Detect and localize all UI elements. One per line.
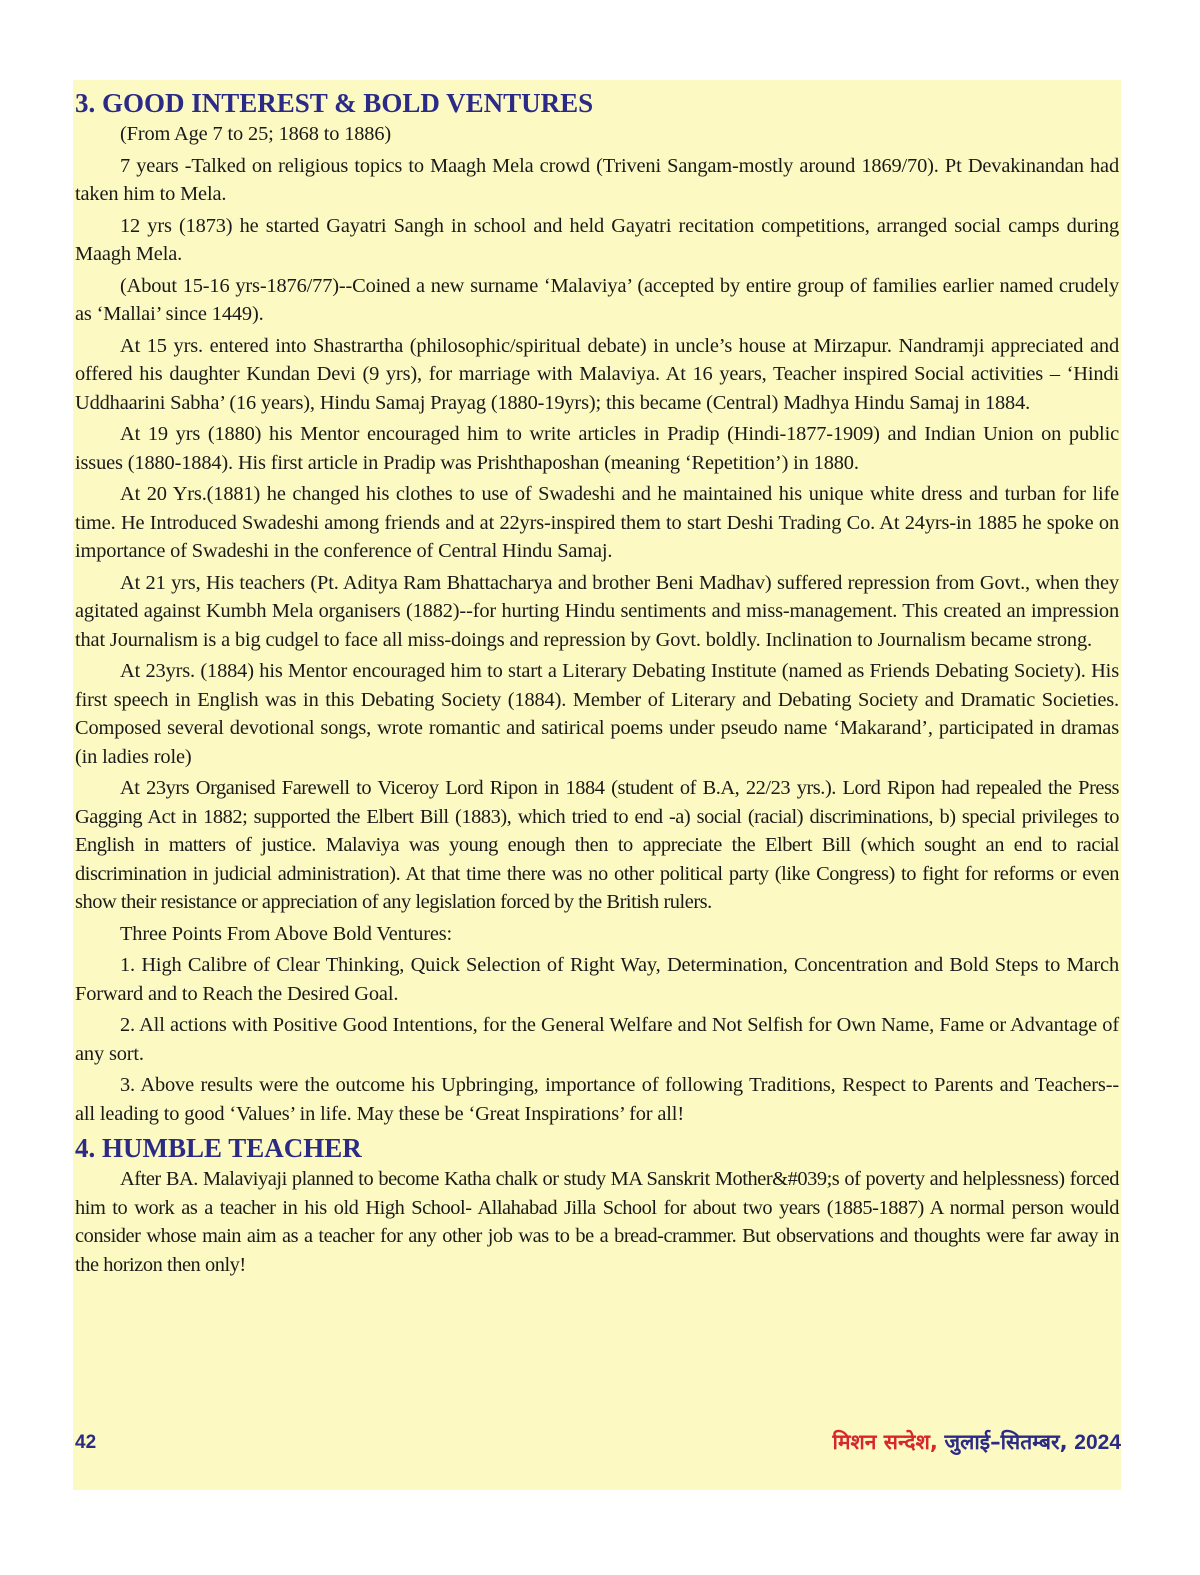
- paragraph: At 19 yrs (1880) his Mentor encouraged him to write articles in Pradip (Hindi-1877-1909) and Indian Union on public issues (1880-1884). His first article in Pradip was Prishthaposhan (meaning ‘Repetition’) in 1880.: [75, 423, 1119, 474]
- paragraph: At 23yrs Organised Farewell to Viceroy Lord Ripon in 1884 (student of B.A, 22/23 yrs.). Lord Ripon had repealed the Press Gagging Act in 1882; supported the Elbert Bill (1883), which tried to end -a) social (racial) discriminations, b) special privileges to English in matters of justice. Malaviya was young enough then to appreciate the Elbert Bill (which sought an end to racial discrimination in judicial administration). At that time there was no other political party (like Congress) to fight for reforms or even show their resistance or appreciation of any legislation forced by the British rulers.: [75, 777, 1119, 913]
- paragraph: 3. Above results were the outcome his Upbringing, importance of following Traditions, Respect to Parents and Teachers-- all leading to good ‘Values’ in life. May these be ‘Great Inspirations’ for all!: [75, 1074, 1119, 1125]
- paragraph: Three Points From Above Bold Ventures:: [120, 922, 453, 945]
- paragraph: At 21 yrs, His teachers (Pt. Aditya Ram Bhattacharya and brother Beni Madhav) suffered repression from Govt., when they agitated against Kumbh Mela organisers (1882)--for hurting Hindu sentiments and miss-management. This created an impression that Journalism is a big cudgel to face all miss-doings and repression by Govt. boldly. Inclination to Journalism became strong.: [75, 571, 1119, 651]
- paragraph: 7 years -Talked on religious topics to Maagh Mela crowd (Triveni Sangam-mostly around 1869/70). Pt Devakinandan had taken him to Mela.: [75, 154, 1119, 205]
- paragraph: At 23yrs. (1884) his Mentor encouraged him to start a Literary Debating Institute (named as Friends Debating Society). His first speech in English was in this Debating Society (1884). Member of Literary and Debating Society and Dramatic Societies. Composed several devotional songs, wrote romantic and satirical poems under pseudo name ‘Makarand’, participated in dramas (in ladies role): [75, 660, 1119, 768]
- paragraph: At 15 yrs. entered into Shastrartha (philosophic/spiritual debate) in uncle’s house at Mirzapur. Nandramji appreciated and offered his daughter Kundan Devi (9 yrs), for marriage with Malaviya. At 16 years, Teacher inspired Social activities – ‘Hindi Uddhaarini Sabha’ (16 years), Hindu Samaj Prayag (1880-19yrs); this became (Central) Madhya Hindu Samaj in 1884.: [75, 334, 1119, 414]
- paragraph: After BA. Malaviyaji planned to become Katha chalk or study MA Sanskrit Mother&#039;s of poverty and helplessness) forced him to work as a teacher in his old High School- Allahabad Jilla School for about two years (1885-1887) A normal person would consider whose main aim as a teacher for any other job was to be a bread-crammer. But observations and thoughts were far away in the horizon then only!: [75, 1168, 1119, 1276]
- paragraph: 12 yrs (1873) he started Gayatri Sangh in school and held Gayatri recitation competitions, arranged social camps during Maagh Mela.: [75, 214, 1119, 265]
- paragraph: 2. All actions with Positive Good Intentions, for the General Welfare and Not Selfish for Own Name, Fame or Advantage of any sort.: [75, 1014, 1119, 1065]
- issue-months: जुलाई–सितम्बर,: [944, 1430, 1068, 1454]
- issue-year: 2024: [1074, 1431, 1121, 1454]
- section-heading-good-interest: 3. GOOD INTEREST & BOLD VENTURES: [75, 88, 594, 118]
- article-body: [75, 86, 1119, 1282]
- page-number: 42: [75, 1432, 97, 1453]
- paragraph: (From Age 7 to 25; 1868 to 1886): [120, 123, 392, 145]
- paragraph: (About 15-16 yrs-1876/77)--Coined a new surname ‘Malaviya’ (accepted by entire group of families earlier named crudely as ‘Mallai’ since 1449).: [75, 274, 1119, 325]
- section-heading-humble-teacher: 4. HUMBLE TEACHER: [75, 1133, 362, 1163]
- page-footer: [75, 1428, 1121, 1464]
- magazine-masthead: [833, 1428, 1122, 1456]
- paragraph: 1. High Calibre of Clear Thinking, Quick Selection of Right Way, Determination, Concentration and Bold Steps to March Forward and to Reach the Desired Goal.: [75, 954, 1119, 1005]
- magazine-name: मिशन सन्देश,: [832, 1430, 938, 1454]
- paragraph: At 20 Yrs.(1881) he changed his clothes to use of Swadeshi and he maintained his unique white dress and turban for life time. He Introduced Swadeshi among friends and at 22yrs-inspired them to start Deshi Trading Co. At 24yrs-in 1885 he spoke on importance of Swadeshi in the conference of Central Hindu Samaj.: [75, 483, 1119, 562]
